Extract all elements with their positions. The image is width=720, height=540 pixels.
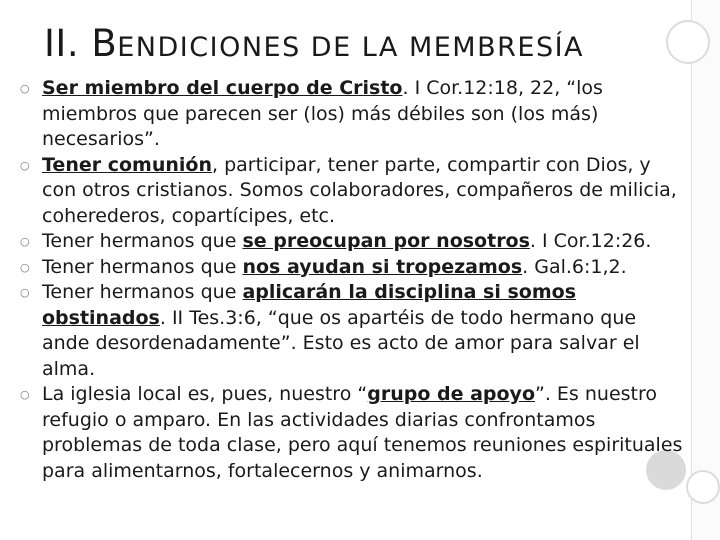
emphasized-phrase: se preocupan por nosotros bbox=[242, 230, 530, 252]
slide-title bbox=[44, 22, 644, 70]
bullet-item bbox=[18, 76, 688, 153]
bullet-text: . II Tes.3:6, “que os apartéis de todo hermano que ande desordenadamente”. Esto es acto de amor para salvar el alma. bbox=[42, 306, 640, 380]
decorative-circle-top bbox=[666, 20, 710, 64]
bullet-text: . Gal.6:1,2. bbox=[522, 255, 627, 278]
bullet-item bbox=[18, 280, 688, 382]
bullet-text: La iglesia local es, pues, nuestro “ bbox=[42, 383, 368, 405]
bullet-text: Tener hermanos que bbox=[42, 255, 243, 278]
slide-frame-right bbox=[691, 0, 720, 540]
bullet-text: Tener hermanos que bbox=[42, 230, 243, 252]
bullet-item bbox=[18, 382, 688, 484]
title-initial: B bbox=[91, 22, 118, 65]
emphasized-phrase: Tener comunión bbox=[42, 153, 212, 176]
emphasized-phrase: nos ayudan si tropezamos bbox=[242, 255, 523, 278]
bullet-text: ”. Es nuestro refugio o amparo. En las actividades diarias confrontamos problemas de toda clase, pero aquí tenemos reuniones espirituales para alimentarnos, fortalecernos y animarnos. bbox=[42, 383, 683, 482]
emphasized-phrase: grupo de apoyo bbox=[367, 383, 535, 405]
bullet-item bbox=[18, 153, 688, 230]
bullet-text: , participar, tener parte, compartir con Dios, y con otros cristianos. Somos colaboradores, compañeros de milicia, coherederos, copartícipes, etc. bbox=[42, 153, 677, 227]
emphasized-phrase: Ser miembro del cuerpo de Cristo bbox=[42, 77, 403, 99]
title-numeral: II. bbox=[44, 22, 80, 65]
bullet-list bbox=[18, 76, 688, 484]
bullet-text: . I Cor.12:26. bbox=[529, 230, 652, 252]
emphasized-phrase: aplicarán la disciplina si somos obstinados bbox=[42, 281, 577, 329]
decorative-circle-bottom bbox=[686, 470, 720, 504]
bullet-item bbox=[18, 255, 688, 281]
bullet-item bbox=[18, 229, 688, 255]
bullet-text: Tener hermanos que bbox=[42, 281, 243, 303]
title-rest: ENDICIONES DE LA MEMBRESÍA bbox=[117, 32, 585, 63]
bullet-text: . I Cor.12:18, 22, “los miembros que parecen ser (los) más débiles son (los más) necesarios”. bbox=[42, 77, 603, 150]
